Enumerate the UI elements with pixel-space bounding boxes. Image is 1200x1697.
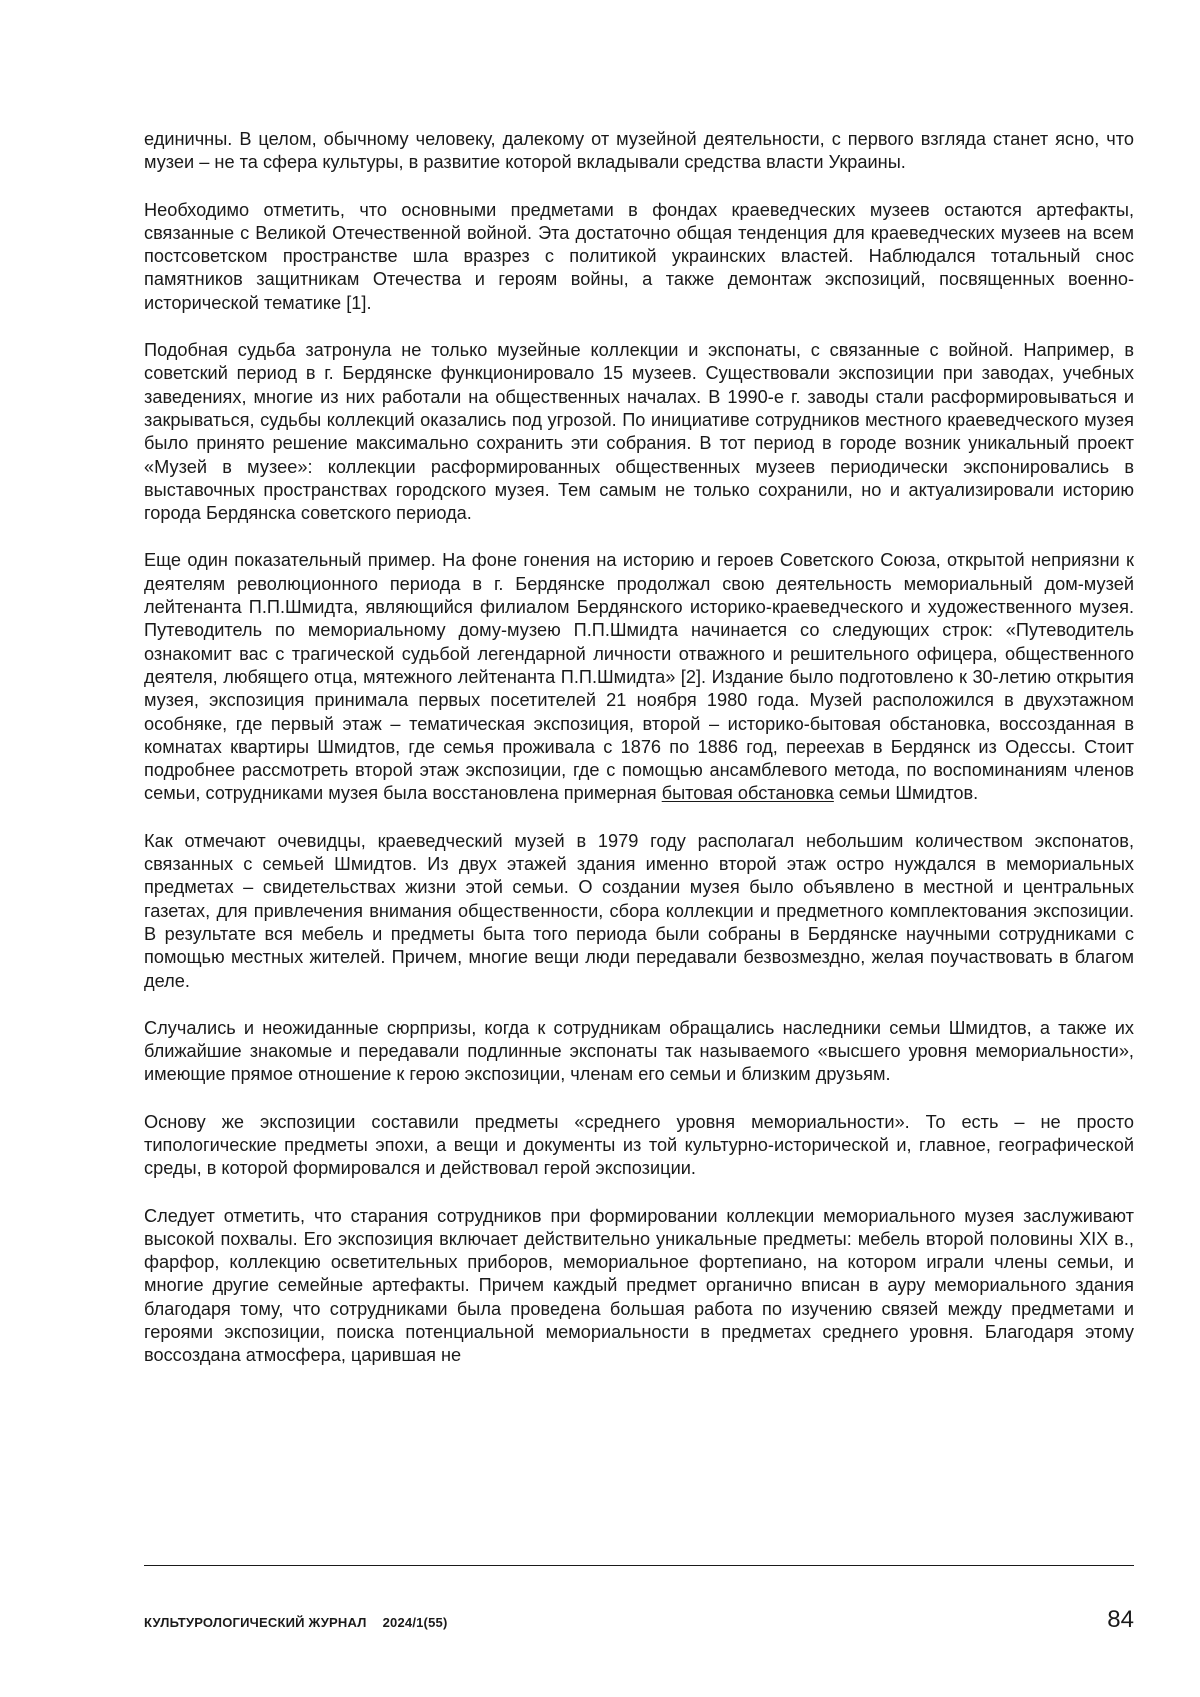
page-footer xyxy=(144,1596,1134,1636)
footer-divider xyxy=(144,1565,1134,1566)
journal-issue: 2024/1(55) xyxy=(382,1615,448,1630)
paragraph-text: Еще один показательный пример. На фоне гонения на историю и героев Советского Союза, открытой неприязни к деятелям революционного периода в г. Бердянске продолжал свою деятельность мемориальный дом-музей лейтенанта П.П.Шмидта, являющийся филиалом Бердянского историко-краеведческого и художественного музея. Путеводитель по мемориальному дому-музею П.П.Шмидта начинается со следующих строк: «Путеводитель ознакомит вас с трагической судьбой легендарной личности отважного и решительного офицера, общественного деятеля, любящего отца, мятежного лейтенанта П.П.Шмидта» [2]. Издание было подготовлено к 30-летию открытия музея, экспозиция принимала первых посетителей 21 ноября 1980 года. Музей расположился в двухэтажном особняке, где первый этаж – тематическая экспозиция, второй – историко-бытовая обстановка, воссозданная в комнатах квартиры Шмидтов, где семья проживала с 1876 по 1886 год, переехав в Бердянск из Одессы. Стоит подробнее рассмотреть второй этаж экспозиции, где с помощью ансамблевого метода, по воспоминаниям членов семьи, сотрудниками музея была восстановлена примерная xyxy=(144,550,1134,804)
underlined-phrase: бытовая обстановка xyxy=(661,783,834,804)
paragraph: Случались и неожиданные сюрпризы, когда к сотрудникам обращались наследники семьи Шмидтов, а также их ближайшие знакомые и передавали подлинные экспонаты так называемого «высшего уровня мемориальности», имеющие прямое отношение к герою экспозиции, членам его семьи и близким друзьям. xyxy=(144,1017,1134,1085)
paragraph: единичны. В целом, обычному человеку, далекому от музейной деятельности, с первого взгляда станет ясно, что музеи – не та сфера культуры, в развитие которой вкладывали средства власти Украины. xyxy=(144,129,1134,173)
paragraph-text: семьи Шмидтов. xyxy=(833,783,979,804)
paragraph: Подобная судьба затронула не только музейные коллекции и экспонаты, с связанные с войной. Например, в советский период в г. Бердянске функционировало 15 музеев. Существовали экспозиции при заводах, учебных заведениях, многие из них работали на общественных началах. В 1990-е г. заводы стали расформировываться и закрываться, судьбы коллекций оказались под угрозой. По инициативе сотрудников местного краеведческого музея было принято решение максимально сохранить эти собрания. В тот период в городе возник уникальный проект «Музей в музее»: коллекции расформированных общественных музеев периодически экспонировались в выставочных пространствах городского музея. Тем самым не только сохранили, но и актуализировали историю города Бердянска советского периода. xyxy=(144,340,1134,524)
paragraph: Необходимо отметить, что основными предметами в фондах краеведческих музеев остаются артефакты, связанные с Великой Отечественной войной. Эта достаточно общая тенденция для краеведческих музеев на всем постсоветском пространстве шла вразрез с политикой украинских властей. Наблюдался тотальный снос памятников защитникам Отечества и героям войны, а также демонтаж экспозиций, посвященных военно-исторической тематике [1]. xyxy=(144,199,1134,313)
page-number: 84 xyxy=(1107,1606,1134,1633)
paragraph xyxy=(144,549,1134,805)
paragraph: Следует отметить, что старания сотрудников при формировании коллекции мемориального музея заслуживают высокой похвалы. Его экспозиция включает действительно уникальные предметы: мебель второй половины XIX в., фарфор, коллекцию осветительных приборов, мемориальное фортепиано, на котором играли члены семьи, и многие другие семейные артефакты. Причем каждый предмет органично вписан в ауру мемориального здания благодаря тому, что сотрудниками была проведена большая работа по изучению связей между предметами и героями экспозиции, поиска потенциальной мемориальности в предметах среднего уровня. Благодаря этому воссоздана атмосфера, царившая не xyxy=(144,1205,1134,1366)
journal-title xyxy=(144,1615,447,1630)
article-body xyxy=(144,128,1134,1368)
paragraph: Основу же экспозиции составили предметы «среднего уровня мемориальности». То есть – не просто типологические предметы эпохи, а вещи и документы из той культурно-исторической и, главное, географической среды, в которой формировался и действовал герой экспозиции. xyxy=(144,1111,1134,1179)
journal-name: КУЛЬТУРОЛОГИЧЕСКИЙ ЖУРНАЛ xyxy=(144,1615,367,1630)
paragraph: Как отмечают очевидцы, краеведческий музей в 1979 году располагал небольшим количеством экспонатов, связанных с семьей Шмидтов. Из двух этажей здания именно второй этаж остро нуждался в мемориальных предметах – свидетельствах жизни этой семьи. О создании музея было объявлено в местной и центральных газетах, для привлечения внимания общественности, сбора коллекции и предметного комплектования экспозиции. В результате вся мебель и предметы быта того периода были собраны в Бердянске научными сотрудниками с помощью местных жителей. Причем, многие вещи люди передавали безвозмездно, желая поучаствовать в благом деле. xyxy=(144,830,1134,991)
